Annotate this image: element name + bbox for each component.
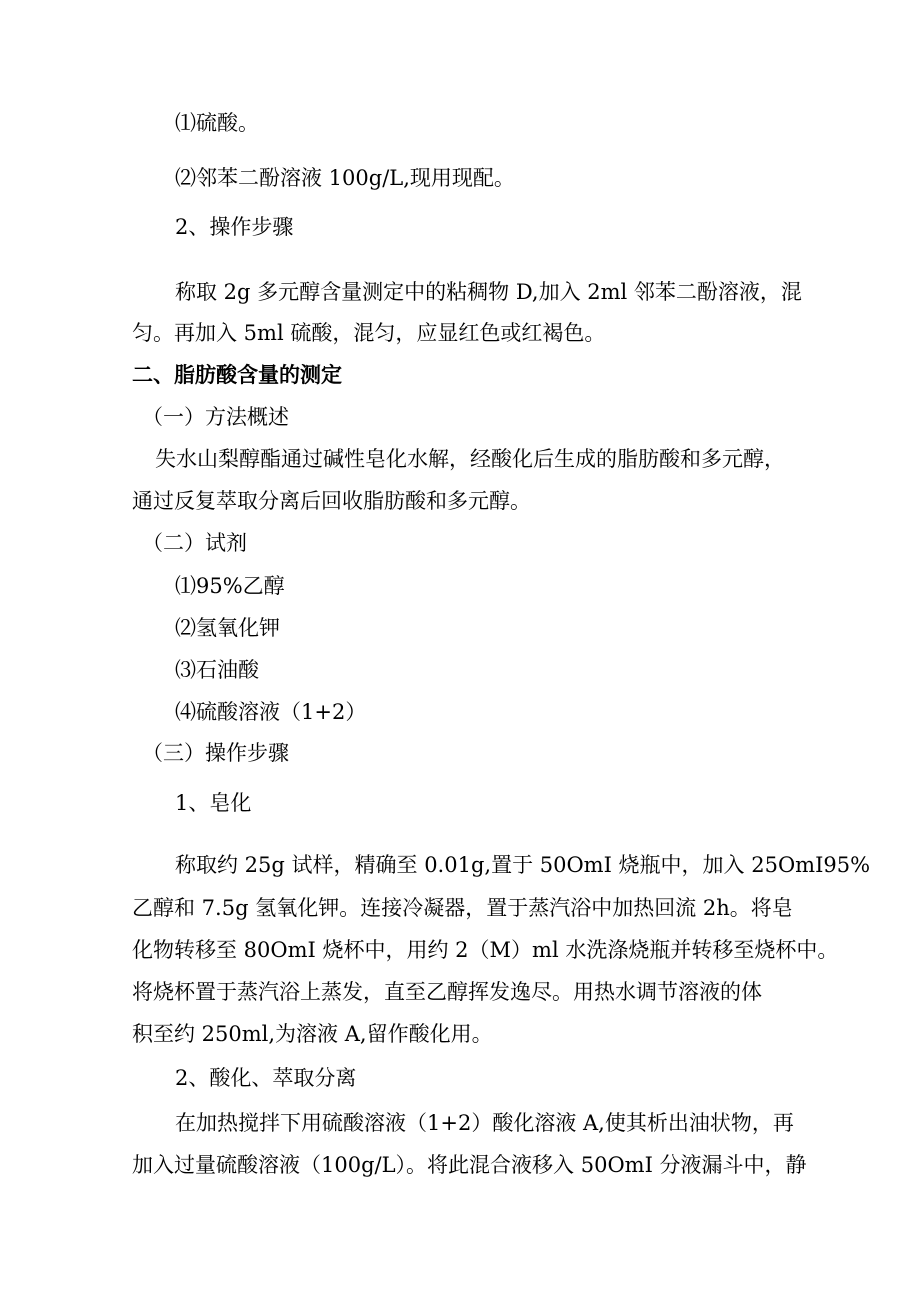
paragraph-line: 积至约 250ml,为溶液 A,留作酸化用。 bbox=[132, 1022, 493, 1046]
list-item-reagent: ⑵氢氧化钾 bbox=[175, 616, 280, 640]
step-title-saponification: 1、皂化 bbox=[175, 791, 252, 815]
subsection-title-procedure: （三）操作步骤 bbox=[142, 741, 289, 765]
paragraph-line: 加入过量硫酸溶液（100g/L）。将此混合液移入 50OmI 分液漏斗中，静 bbox=[132, 1153, 807, 1177]
list-item-catechol-solution: ⑵邻苯二酚溶液 100g/L,现用现配。 bbox=[175, 166, 515, 190]
paragraph-line: 乙醇和 7.5g 氢氧化钾。连接冷凝器，置于蒸汽浴中加热回流 2h。将皂 bbox=[132, 896, 793, 920]
list-item-sulfuric-acid: ⑴硫酸。 bbox=[175, 111, 259, 135]
list-item-reagent: ⑴95%乙醇 bbox=[175, 574, 285, 598]
step-title-acidification: 2、酸化、萃取分离 bbox=[175, 1066, 357, 1090]
paragraph-line: 称取约 25g 试样，精确至 0.01g,置于 50OmI 烧瓶中，加入 25OmI95% bbox=[175, 853, 871, 877]
paragraph-line: 将烧杯置于蒸汽浴上蒸发，直至乙醇挥发逸尽。用热水调节溶液的体 bbox=[132, 980, 762, 1004]
list-item-reagent: ⑶石油酸 bbox=[175, 658, 259, 682]
paragraph-line: 失水山梨醇酯通过碱性皂化水解，经酸化后生成的脂肪酸和多元醇， bbox=[155, 447, 785, 471]
subsection-title-overview: （一）方法概述 bbox=[142, 405, 289, 429]
paragraph-line: 通过反复萃取分离后回收脂肪酸和多元醇。 bbox=[132, 489, 531, 513]
section-title-fatty-acid: 二、脂肪酸含量的测定 bbox=[132, 362, 342, 387]
list-item-reagent: ⑷硫酸溶液（1+2） bbox=[175, 700, 367, 724]
subsection-title-reagents: （二）试剂 bbox=[142, 531, 247, 555]
paragraph-line: 称取 2g 多元醇含量测定中的粘稠物 D,加入 2ml 邻苯二酚溶液，混 bbox=[175, 280, 802, 304]
step-heading-procedure: 2、操作步骤 bbox=[175, 215, 294, 239]
paragraph-line: 匀。再加入 5ml 硫酸，混匀，应显红色或红褐色。 bbox=[132, 321, 606, 345]
paragraph-line: 化物转移至 80OmI 烧杯中，用约 2（M）ml 水洗涤烧瓶并转移至烧杯中。 bbox=[132, 938, 839, 962]
paragraph-line: 在加热搅拌下用硫酸溶液（1+2）酸化溶液 A,使其析出油状物，再 bbox=[175, 1111, 794, 1135]
